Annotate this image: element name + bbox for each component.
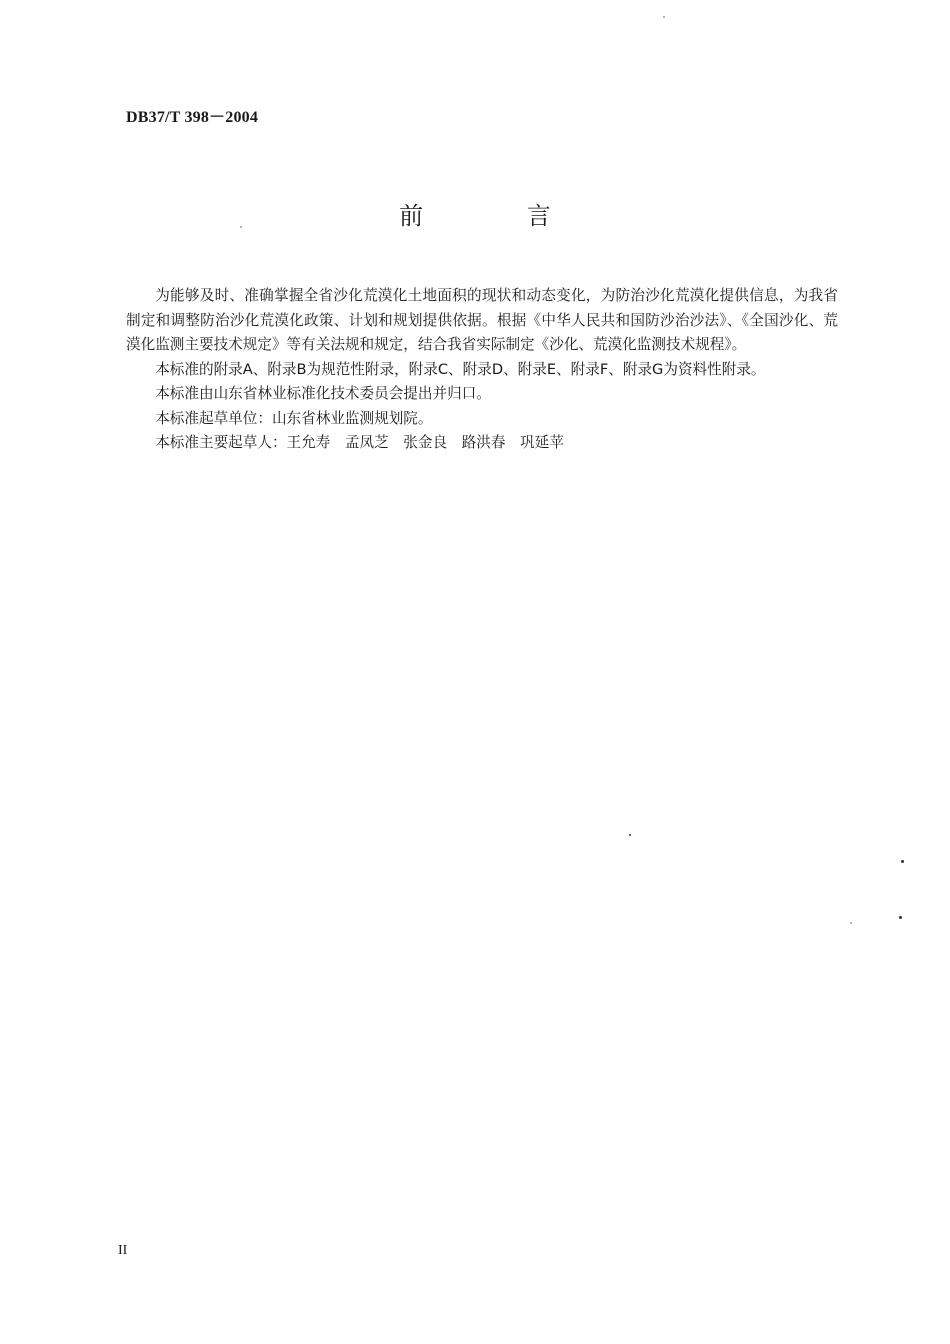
paragraph-appendices: 本标准的附录A、附录B为规范性附录，附录C、附录D、附录E、附录F、附录G为资料性附录。 <box>155 360 766 378</box>
paragraph-proposer: 本标准由山东省林业标准化技术委员会提出并归口。 <box>155 385 491 402</box>
standard-code: DB37/T 398－2004 <box>126 109 259 126</box>
scan-speck <box>901 860 904 863</box>
scan-speck <box>663 16 665 18</box>
paragraph-drafters: 本标准主要起草人：王允寿 孟凤芝 张金良 路洪春 巩延苹 <box>155 434 564 451</box>
scan-speck <box>850 922 852 924</box>
page-number: II <box>118 1243 128 1258</box>
foreword-body <box>126 284 838 456</box>
scan-speck <box>899 916 902 919</box>
scan-speck <box>629 834 631 836</box>
page-title: 前 言 <box>399 202 599 230</box>
scan-speck <box>240 226 242 228</box>
paragraph-drafting-unit: 本标准起草单位：山东省林业监测规划院。 <box>155 409 433 427</box>
paragraph-purpose: 为能够及时、准确掌握全省沙化荒漠化土地面积的现状和动态变化，为防治沙化荒漠化提供信息，为我省制定和调整防治沙化荒漠化政策、计划和规划提供依据。根据《中华人民共和国防沙治沙法》、《全国沙化、荒漠化监测主要技术规定》等有关法规和规定，结合我省实际制定《沙化、荒漠化监测技术规程》。 <box>126 287 838 353</box>
